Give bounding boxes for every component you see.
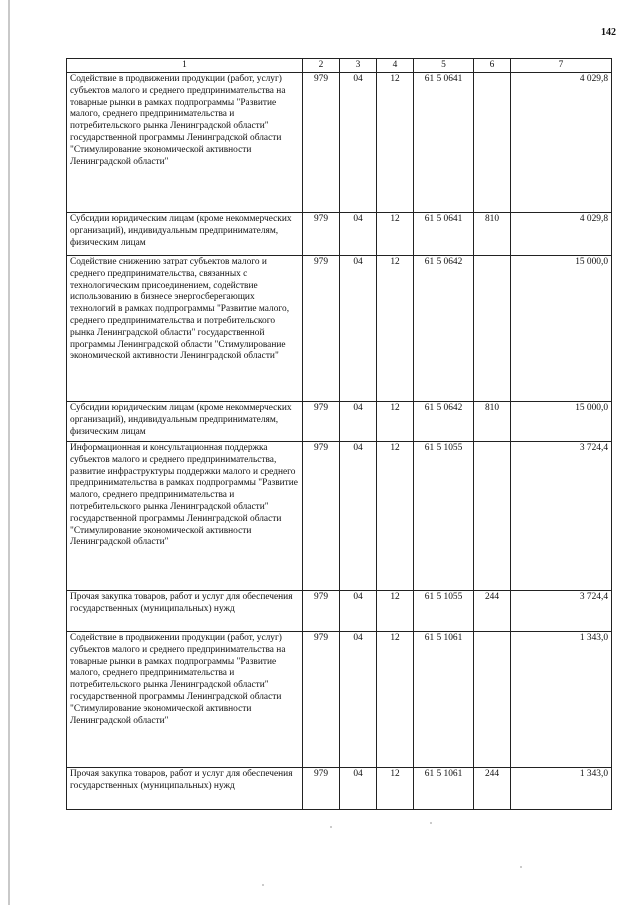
cell-section: 04	[340, 768, 377, 810]
scan-speck	[262, 884, 264, 886]
row-name: Содействие в продвижении продукции (работ, услуг) субъектов малого и среднего предпринимательства на товарные рынки в рамках подпрограммы "Развитие малого, среднего предпринимательства и потребительского рынка Ленинградской области" государственной программы Ленинградской области "Стимулирование экономической активности Ленинградской области"	[67, 632, 303, 768]
cell-target-item: 61 5 0642	[414, 402, 474, 442]
cell-target-item: 61 5 1055	[414, 591, 474, 632]
cell-amount: 3 724,4	[511, 591, 612, 632]
cell-expense-type: 810	[474, 402, 511, 442]
column-header: 3	[340, 59, 377, 73]
cell-amount: 1 343,0	[511, 632, 612, 768]
budget-table	[66, 58, 612, 810]
cell-subsection: 12	[377, 213, 414, 256]
cell-section: 04	[340, 73, 377, 213]
cell-admin-code: 979	[303, 632, 340, 768]
column-header: 4	[377, 59, 414, 73]
cell-target-item: 61 5 0642	[414, 256, 474, 402]
cell-section: 04	[340, 442, 377, 591]
cell-section: 04	[340, 632, 377, 768]
page-number: 142	[601, 27, 616, 38]
row-name: Субсидии юридическим лицам (кроме некоммерческих организаций), индивидуальным предпринимателям, физическим лицам	[67, 213, 303, 256]
table-row	[67, 442, 612, 591]
cell-admin-code: 979	[303, 768, 340, 810]
scan-speck	[430, 822, 432, 824]
cell-subsection: 12	[377, 591, 414, 632]
cell-subsection: 12	[377, 256, 414, 402]
cell-subsection: 12	[377, 632, 414, 768]
cell-section: 04	[340, 256, 377, 402]
cell-amount: 4 029,8	[511, 73, 612, 213]
table-header-row	[67, 59, 612, 73]
cell-section: 04	[340, 402, 377, 442]
cell-section: 04	[340, 591, 377, 632]
cell-admin-code: 979	[303, 402, 340, 442]
cell-subsection: 12	[377, 73, 414, 213]
row-name: Прочая закупка товаров, работ и услуг для обеспечения государственных (муниципальных) нужд	[67, 768, 303, 810]
cell-expense-type: 244	[474, 591, 511, 632]
cell-target-item: 61 5 0641	[414, 73, 474, 213]
cell-target-item: 61 5 1055	[414, 442, 474, 591]
table-row	[67, 213, 612, 256]
cell-admin-code: 979	[303, 213, 340, 256]
cell-admin-code: 979	[303, 73, 340, 213]
column-header: 2	[303, 59, 340, 73]
row-name: Содействие в продвижении продукции (работ, услуг) субъектов малого и среднего предпринимательства на товарные рынки в рамках подпрограммы "Развитие малого, среднего предпринимательства и потребительского рынка Ленинградской области" государственной программы Ленинградской области "Стимулирование экономической активности Ленинградской области"	[67, 73, 303, 213]
cell-subsection: 12	[377, 442, 414, 591]
cell-subsection: 12	[377, 402, 414, 442]
cell-target-item: 61 5 1061	[414, 632, 474, 768]
cell-amount: 3 724,4	[511, 442, 612, 591]
cell-subsection: 12	[377, 768, 414, 810]
table-row	[67, 402, 612, 442]
table-row	[67, 591, 612, 632]
column-header: 5	[414, 59, 474, 73]
cell-target-item: 61 5 1061	[414, 768, 474, 810]
cell-expense-type	[474, 442, 511, 591]
cell-amount: 1 343,0	[511, 768, 612, 810]
cell-expense-type	[474, 632, 511, 768]
row-name: Содействие снижению затрат субъектов малого и среднего предпринимательства, связанных с технологическим присоединением, содействие использованию в бизнесе энергосберегающих технологий в рамках подпрограммы "Развитие малого, среднего предпринимательства и потребительского рынка Ленинградской области" государственной программы Ленинградской области "Стимулирование экономической активности Ленинградской области"	[67, 256, 303, 402]
column-header: 1	[67, 59, 303, 73]
cell-admin-code: 979	[303, 256, 340, 402]
cell-target-item: 61 5 0641	[414, 213, 474, 256]
table-row	[67, 73, 612, 213]
table-row	[67, 632, 612, 768]
cell-section: 04	[340, 213, 377, 256]
table-row	[67, 256, 612, 402]
cell-amount: 15 000,0	[511, 402, 612, 442]
column-header: 7	[511, 59, 612, 73]
row-name: Прочая закупка товаров, работ и услуг для обеспечения государственных (муниципальных) нужд	[67, 591, 303, 632]
scan-speck	[330, 826, 332, 828]
cell-admin-code: 979	[303, 591, 340, 632]
cell-expense-type: 810	[474, 213, 511, 256]
cell-expense-type: 244	[474, 768, 511, 810]
scan-speck	[520, 866, 522, 868]
column-header: 6	[474, 59, 511, 73]
cell-expense-type	[474, 256, 511, 402]
cell-admin-code: 979	[303, 442, 340, 591]
cell-expense-type	[474, 73, 511, 213]
scan-left-edge	[8, 0, 10, 905]
row-name: Субсидии юридическим лицам (кроме некоммерческих организаций), индивидуальным предпринимателям, физическим лицам	[67, 402, 303, 442]
cell-amount: 4 029,8	[511, 213, 612, 256]
row-name: Информационная и консультационная поддержка субъектов малого и среднего предпринимательства, развитие инфраструктуры поддержки малого и среднего предпринимательства в рамках подпрограммы "Развитие малого, среднего предпринимательства и потребительского рынка Ленинградской области" государственной программы Ленинградской области "Стимулирование экономической активности Ленинградской области"	[67, 442, 303, 591]
table-row	[67, 768, 612, 810]
cell-amount: 15 000,0	[511, 256, 612, 402]
